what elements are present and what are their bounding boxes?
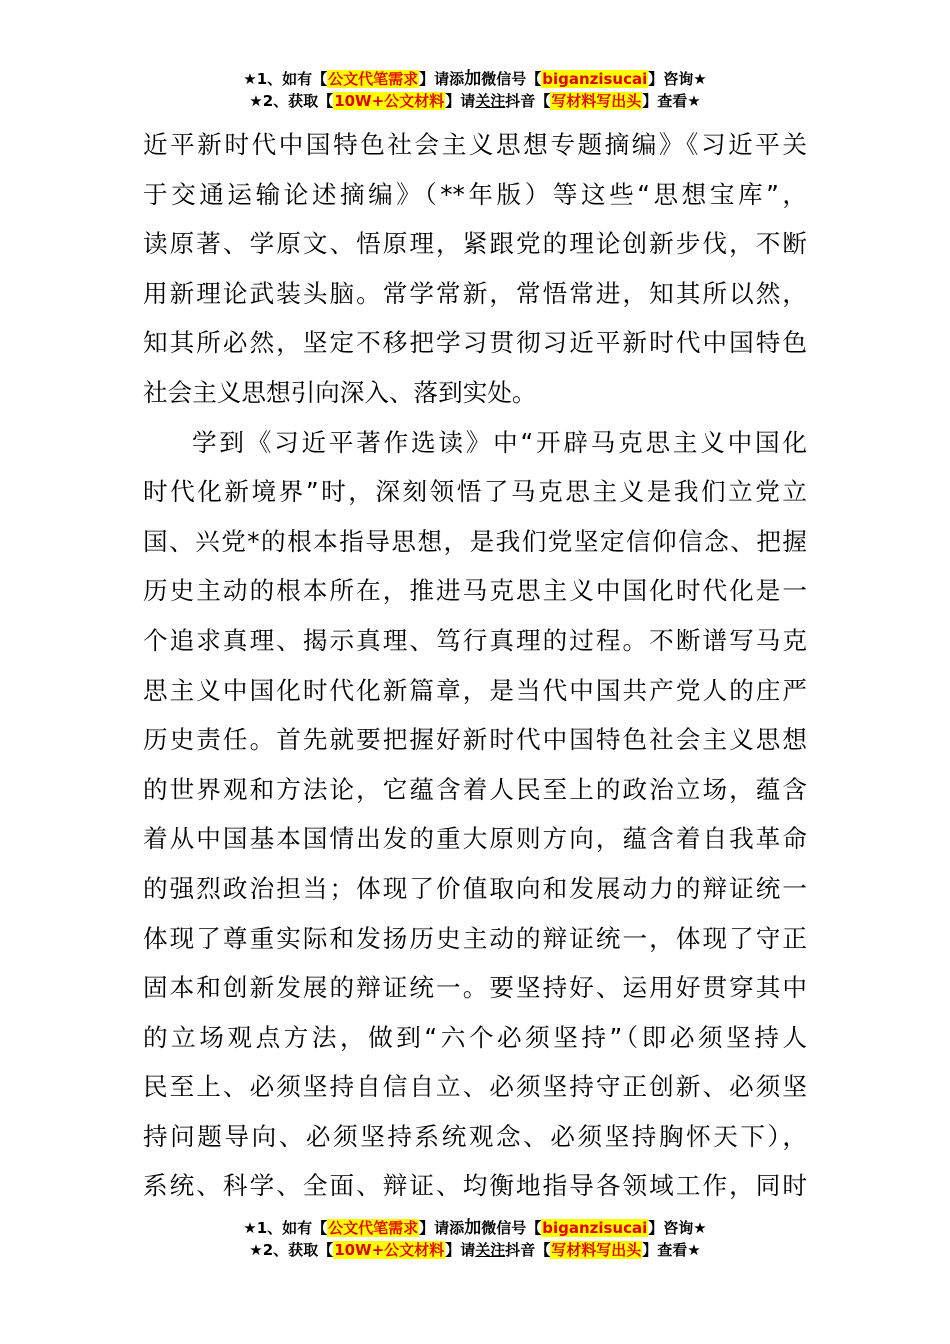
wechat-id-highlight: biganzisucai <box>542 1219 648 1237</box>
text-line: 的世界观和方法论，它蕴含着人民至上的政治立场，蕴含 <box>143 774 807 804</box>
banner-line-2 <box>0 90 950 112</box>
footer-banner <box>0 1217 950 1261</box>
banner-text: 抖音【 <box>505 92 551 110</box>
banner-line-2 <box>0 1239 950 1261</box>
text-line: 读原著、学原文、悟原理，紧跟党的理论创新步伐，不断 <box>143 229 807 259</box>
highlight-tag: 10W+公文材料 <box>334 92 445 110</box>
wechat-id-highlight: biganzisucai <box>542 70 648 88</box>
text-line: 社会主义思想引向深入、落到实处。 <box>143 377 537 407</box>
document-body <box>143 120 807 1211</box>
text-line: 体现了尊重实际和发扬历史主动的辩证统一，体现了守正 <box>143 923 807 953</box>
banner-emphasis: 加 <box>464 69 482 89</box>
banner-line-1 <box>0 68 950 90</box>
banner-line-1 <box>0 1217 950 1239</box>
text-line: 用新理论武装头脑。常学常新，常悟常进，知其所以然， <box>143 278 807 308</box>
banner-text: 】请 <box>445 1241 476 1259</box>
text-line: 持问题导向、必须坚持系统观念、必须坚持胸怀天下）， <box>143 1121 807 1151</box>
text-line: 个追求真理、揭示真理、笃行真理的过程。不断谱写马克 <box>143 625 807 655</box>
text-line: 的立场观点方法，做到“六个必须坚持”（即必须坚持人 <box>143 1022 807 1052</box>
douyin-id-highlight: 写材料写出头 <box>551 92 642 110</box>
banner-text: 】请添 <box>419 70 465 88</box>
banner-emphasis: 加 <box>464 1218 482 1238</box>
paragraph-1 <box>143 120 807 418</box>
banner-emphasis: 关注 <box>475 92 506 110</box>
highlight-tag: 10W+公文材料 <box>334 1241 445 1259</box>
banner-text: 抖音【 <box>505 1241 551 1259</box>
banner-text: 微信号【 <box>481 70 542 88</box>
text-line: 近平新时代中国特色社会主义思想专题摘编》《习近平关 <box>143 130 807 159</box>
text-line: 国、兴党*的根本指导思想，是我们党坚定信仰信念、把握 <box>143 526 807 556</box>
paragraph-2 <box>143 418 807 1212</box>
text-line: 民至上、必须坚持自信自立、必须坚持守正创新、必须坚 <box>143 1072 807 1102</box>
text-line: 的强烈政治担当；体现了价值取向和发展动力的辩证统一 <box>143 873 807 903</box>
banner-text: 】查看★ <box>642 1241 701 1259</box>
text-line: 知其所必然，坚定不移把学习贯彻习近平新时代中国特色 <box>143 328 807 358</box>
text-line: 于交通运输论述摘编》（**年版）等这些“思想宝库”， <box>143 179 807 209</box>
text-line: 历史责任。首先就要把握好新时代中国特色社会主义思想 <box>143 725 807 755</box>
banner-text: 】咨询★ <box>648 1219 707 1237</box>
text-line: 思主义中国化时代化新篇章，是当代中国共产党人的庄严 <box>143 675 807 705</box>
text-line: 着从中国基本国情出发的重大原则方向，蕴含着自我革命 <box>143 824 807 854</box>
text-line: 历史主动的根本所在，推进马克思主义中国化时代化是一 <box>143 576 807 606</box>
douyin-id-highlight: 写材料写出头 <box>551 1241 642 1259</box>
banner-text: ★1、如有【 <box>243 70 328 88</box>
banner-text: 】查看★ <box>642 92 701 110</box>
text-line: 学到《习近平著作选读》中“开辟马克思主义中国化 <box>192 427 807 457</box>
banner-text: ★2、获取【 <box>249 1241 334 1259</box>
text-line: 固本和创新发展的辩证统一。要坚持好、运用好贯穿其中 <box>143 973 807 1003</box>
text-line: 系统、科学、全面、辩证、均衡地指导各领域工作，同时 <box>143 1171 807 1201</box>
header-banner <box>0 68 950 112</box>
banner-text: ★1、如有【 <box>243 1219 328 1237</box>
banner-text: 】请添 <box>419 1219 465 1237</box>
text-line: 时代化新境界”时，深刻领悟了马克思主义是我们立党立 <box>143 477 807 507</box>
highlight-tag: 公文代笔需求 <box>328 1219 419 1237</box>
banner-text: 】请 <box>445 92 476 110</box>
banner-text: 】咨询★ <box>648 70 707 88</box>
banner-text: ★2、获取【 <box>249 92 334 110</box>
highlight-tag: 公文代笔需求 <box>328 70 419 88</box>
banner-text: 微信号【 <box>481 1219 542 1237</box>
banner-emphasis: 关注 <box>475 1241 506 1259</box>
